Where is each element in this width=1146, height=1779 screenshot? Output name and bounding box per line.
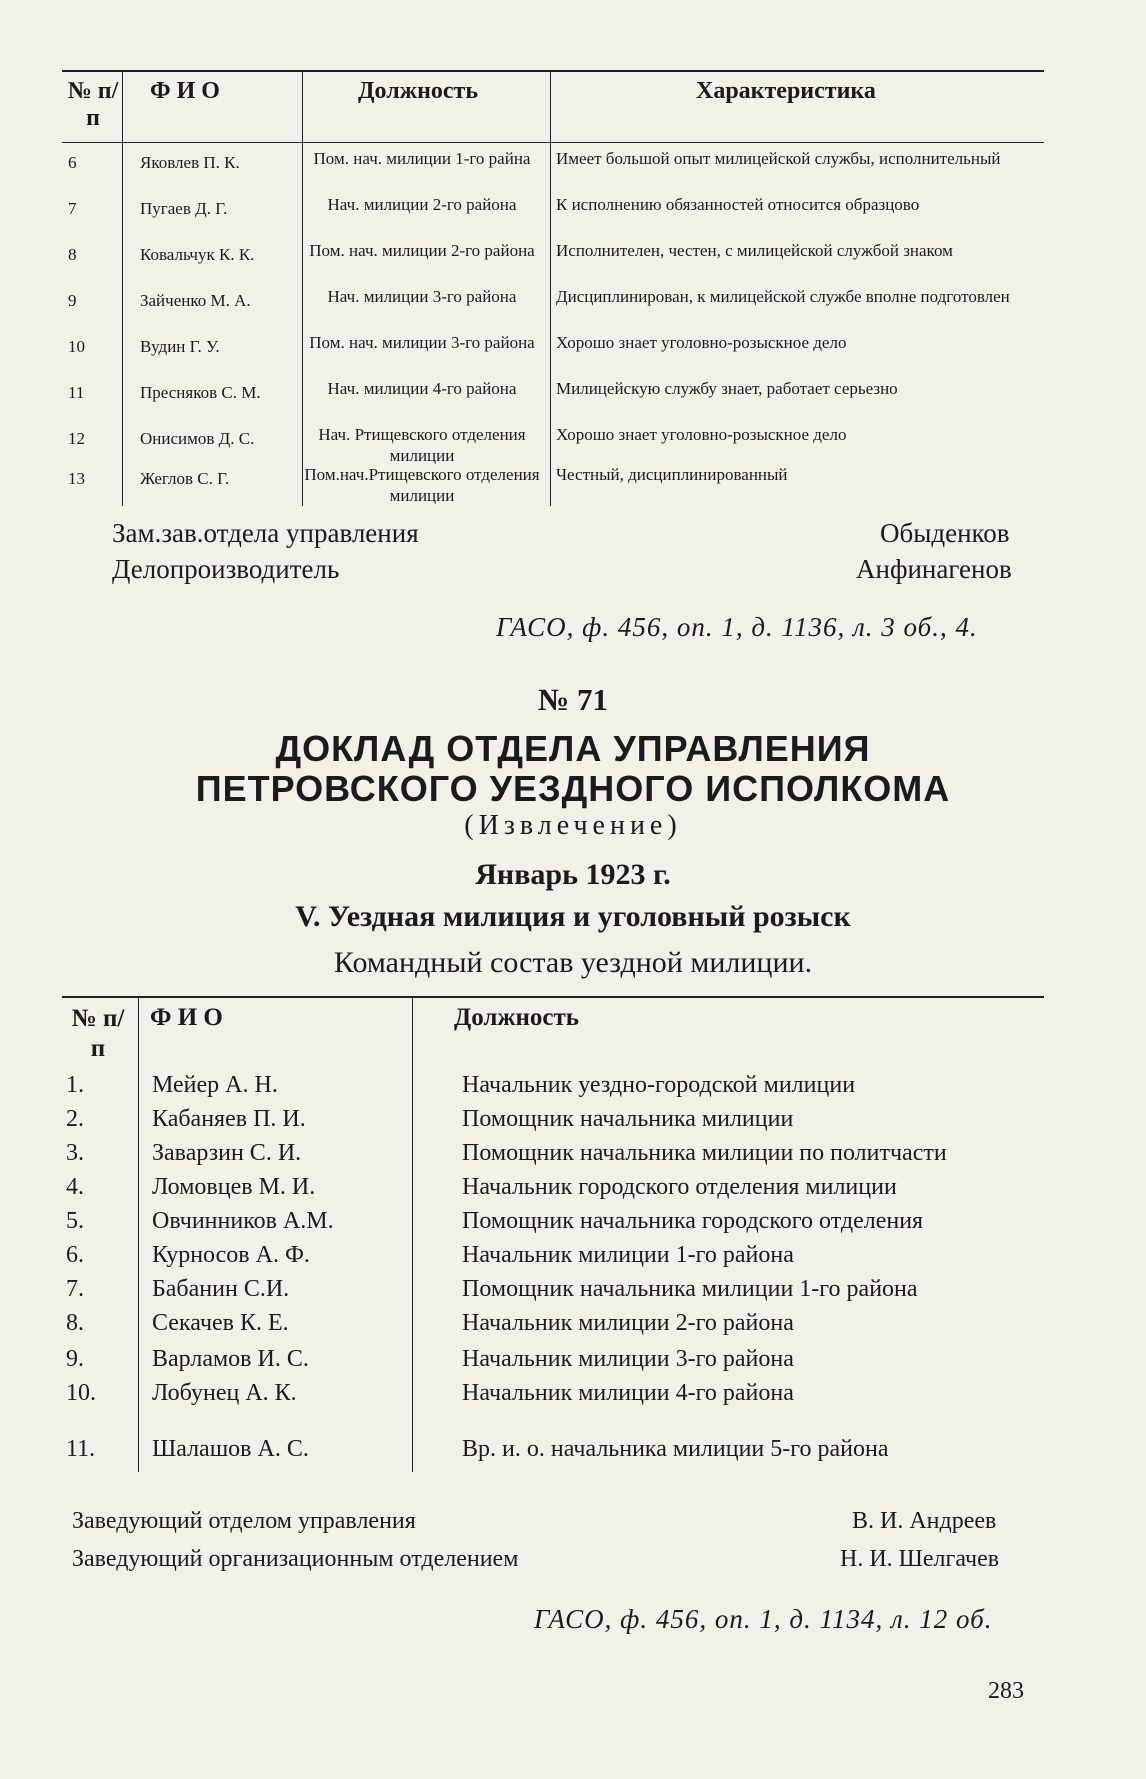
officers-characteristics-table bbox=[62, 70, 1044, 506]
archive-citation: ГАСО, ф. 456, оп. 1, д. 1136, л. 3 об., 4. bbox=[496, 612, 978, 642]
row-num: 3. bbox=[66, 1140, 84, 1166]
row-fio: Мейер А. Н. bbox=[152, 1072, 278, 1098]
row-position: Нач. милиции 3-го района bbox=[327, 287, 517, 306]
row-position: Начальник милиции 2-го района bbox=[462, 1310, 794, 1336]
row-num: 12 bbox=[68, 429, 85, 448]
row-characteristic: Милицейскую службу знает, работает серьезно bbox=[556, 379, 898, 398]
row-num: 4. bbox=[66, 1174, 84, 1200]
row-num: 7 bbox=[68, 199, 77, 218]
archive-citation: ГАСО, ф. 456, оп. 1, д. 1134, л. 12 об. bbox=[534, 1604, 993, 1634]
table-header-rule bbox=[62, 142, 1044, 143]
header-num: № п/п bbox=[71, 1005, 125, 1062]
row-num: 6. bbox=[66, 1242, 84, 1268]
row-num: 11. bbox=[66, 1436, 96, 1462]
header-position: Должность bbox=[454, 1004, 580, 1031]
row-characteristic: Хорошо знает уголовно-розыскное дело bbox=[556, 425, 847, 444]
header-num: № п/п bbox=[67, 78, 119, 131]
row-num: 10 bbox=[68, 337, 85, 356]
signature-role: Делопроизводитель bbox=[112, 554, 340, 584]
row-position: Нач. Ртищевского отделения милиции bbox=[318, 425, 526, 465]
column-divider bbox=[412, 1350, 413, 1472]
row-num: 9. bbox=[66, 1346, 84, 1372]
table-caption: Командный состав уездной милиции. bbox=[333, 946, 813, 979]
row-fio: Секачев К. Е. bbox=[152, 1310, 289, 1336]
row-fio: Варламов И. С. bbox=[152, 1346, 309, 1372]
row-fio: Жеглов С. Г. bbox=[140, 469, 230, 488]
row-fio: Ковальчук К. К. bbox=[140, 245, 255, 264]
row-fio: Овчинников А.М. bbox=[152, 1208, 334, 1234]
page-number: 283 bbox=[988, 1678, 1024, 1704]
excerpt-note: (Извлечение) bbox=[464, 810, 682, 841]
row-num: 11 bbox=[68, 383, 85, 402]
row-fio: Пресняков С. М. bbox=[140, 383, 261, 402]
table-row bbox=[62, 1174, 1044, 1208]
column-divider bbox=[550, 70, 551, 506]
row-position: Помощник начальника милиции 1-го района bbox=[462, 1276, 918, 1302]
row-position: Начальник милиции 3-го района bbox=[462, 1346, 794, 1372]
signature-role: Заведующий отделом управления bbox=[72, 1508, 416, 1534]
row-num: 5. bbox=[66, 1208, 84, 1234]
row-num: 13 bbox=[68, 469, 85, 488]
row-fio: Шалашов А. С. bbox=[152, 1436, 309, 1462]
row-num: 2. bbox=[66, 1106, 84, 1132]
row-num: 8. bbox=[66, 1310, 84, 1336]
row-num: 6 bbox=[68, 153, 77, 172]
header-fio: Ф И О bbox=[150, 1004, 223, 1031]
table-row bbox=[62, 1276, 1044, 1310]
row-characteristic: Исполнителен, честен, с милицейской службой знаком bbox=[556, 241, 953, 260]
row-position: Пом. нач. милиции 1-го райна bbox=[313, 149, 531, 168]
row-characteristic: К исполнению обязанностей относится образцово bbox=[556, 195, 920, 214]
row-fio: Зайченко М. А. bbox=[140, 291, 251, 310]
row-characteristic: Хорошо знает уголовно-розыскное дело bbox=[556, 333, 847, 352]
signature-role: Заведующий организационным отделением bbox=[72, 1546, 519, 1572]
table-row bbox=[62, 1072, 1044, 1106]
row-position: Пом.нач.Ртищевского отделения милиции bbox=[304, 465, 540, 505]
column-divider bbox=[122, 70, 123, 506]
document-title-line2: ПЕТРОВСКОГО УЕЗДНОГО ИСПОЛКОМА bbox=[195, 768, 951, 809]
row-position: Пом. нач. милиции 2-го района bbox=[309, 241, 535, 260]
command-staff-table bbox=[62, 996, 1044, 1350]
row-position: Начальник городского отделения милиции bbox=[462, 1174, 897, 1200]
signature-role: Зам.зав.отдела управления bbox=[112, 518, 419, 548]
row-fio: Бабанин С.И. bbox=[152, 1276, 290, 1302]
header-characteristic: Характеристика bbox=[696, 78, 876, 104]
row-num: 1. bbox=[66, 1072, 84, 1098]
row-characteristic: Честный, дисциплинированный bbox=[556, 465, 788, 484]
row-num: 8 bbox=[68, 245, 77, 264]
row-fio: Ломовцев М. И. bbox=[152, 1174, 316, 1200]
row-position: Помощник начальника милиции bbox=[462, 1106, 794, 1132]
row-characteristic: Имеет большой опыт милицейской службы, исполнительный bbox=[556, 149, 1001, 168]
table-top-rule bbox=[62, 996, 1044, 998]
table-top-rule bbox=[62, 70, 1044, 72]
table-row bbox=[62, 1208, 1044, 1242]
signature-name: Обыденков bbox=[880, 518, 1010, 548]
row-position: Начальник уездно-городской милиции bbox=[462, 1072, 856, 1098]
table-row bbox=[62, 1106, 1044, 1140]
row-fio: Кабаняев П. И. bbox=[152, 1106, 306, 1132]
row-position: Начальник милиции 4-го района bbox=[462, 1380, 794, 1406]
row-fio: Пугаев Д. Г. bbox=[140, 199, 228, 218]
table-row bbox=[62, 1140, 1044, 1174]
row-fio: Яковлев П. К. bbox=[140, 153, 240, 172]
document-title-line1: ДОКЛАД ОТДЕЛА УПРАВЛЕНИЯ bbox=[275, 728, 871, 769]
row-fio: Лобунец А. К. bbox=[152, 1380, 297, 1406]
row-fio: Онисимов Д. С. bbox=[140, 429, 255, 448]
signature-name: В. И. Андреев bbox=[852, 1508, 997, 1534]
signature-name: Н. И. Шелгачев bbox=[840, 1546, 1000, 1572]
row-position: Нач. милиции 4-го района bbox=[327, 379, 517, 398]
row-fio: Вудин Г. У. bbox=[140, 337, 220, 356]
section-heading: V. Уездная милиция и уголовный розыск bbox=[295, 900, 851, 933]
row-characteristic: Дисциплинирован, к милицейской службе вполне подготовлен bbox=[556, 287, 1010, 306]
header-position: Должность bbox=[358, 78, 479, 104]
row-position: Пом. нач. милиции 3-го района bbox=[309, 333, 535, 352]
header-fio: Ф И О bbox=[150, 78, 220, 104]
signature-name: Анфинагенов bbox=[856, 554, 1012, 584]
row-num: 7. bbox=[66, 1276, 84, 1302]
row-position: Вр. и. о. начальника милиции 5-го района bbox=[462, 1436, 889, 1462]
row-fio: Курносов А. Ф. bbox=[152, 1242, 310, 1268]
row-position: Начальник милиции 1-го района bbox=[462, 1242, 794, 1268]
row-position: Нач. милиции 2-го района bbox=[327, 195, 517, 214]
row-num: 9 bbox=[68, 291, 77, 310]
document-number: № 71 bbox=[538, 682, 608, 717]
document-date: Январь 1923 г. bbox=[475, 858, 671, 891]
row-position: Помощник начальника милиции по политчасти bbox=[462, 1140, 947, 1166]
table-row bbox=[62, 1242, 1044, 1276]
table-row bbox=[62, 1310, 1044, 1344]
row-position: Помощник начальника городского отделения bbox=[462, 1208, 924, 1234]
row-fio: Заварзин С. И. bbox=[152, 1140, 302, 1166]
row-num: 10. bbox=[66, 1380, 96, 1406]
column-divider bbox=[138, 1350, 139, 1472]
